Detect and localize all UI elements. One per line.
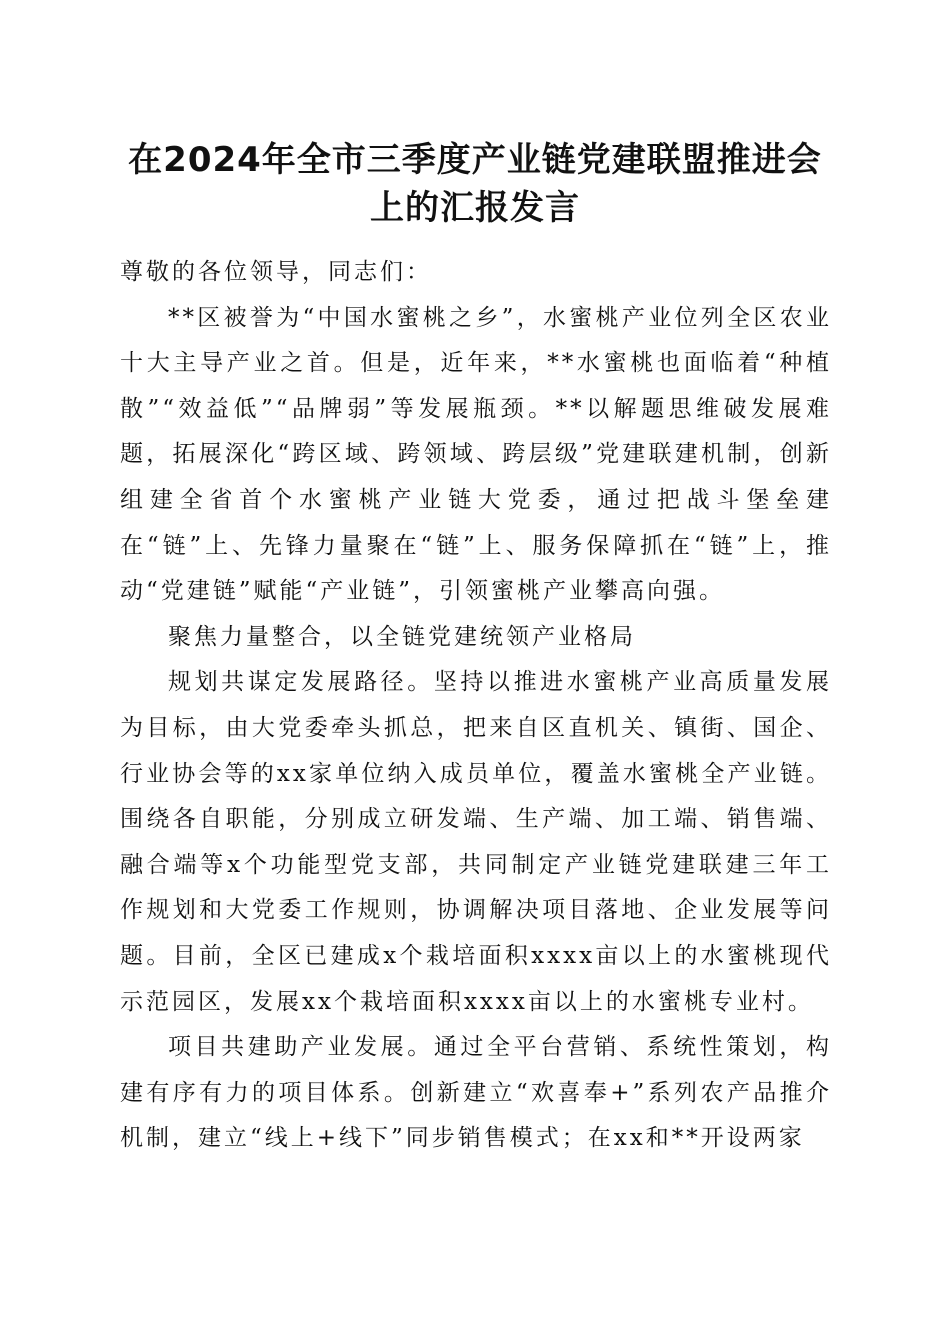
section-paragraph-1: 规划共谋定发展路径。坚持以推进水蜜桃产业高质量发展为目标，由大党委牵头抓总，把来自区直机关、镇街、国企、行业协会等的xx家单位纳入成员单位，覆盖水蜜桃全产业链。围绕各自职能，分别成立研发端、生产端、加工端、销售端、融合端等x个功能型党支部，共同制定产业链党建联建三年工作规划和大党委工作规则，协调解决项目落地、企业发展等问题。目前，全区已建成x个栽培面积xxxx亩以上的水蜜桃现代示范园区，发展xx个栽培面积xxxx亩以上的水蜜桃专业村。 xyxy=(120,669,832,1015)
document-title xyxy=(100,136,850,232)
title-line-1: 在2024年全市三季度产业链党建联盟推进会 xyxy=(128,140,822,180)
salutation: 尊敬的各位领导，同志们： xyxy=(120,259,432,285)
section-heading: 聚焦力量整合，以全链党建统领产业格局 xyxy=(168,623,636,650)
title-line-2: 上的汇报发言 xyxy=(370,188,580,228)
intro-paragraph: **区被誉为“中国水蜜桃之乡”，水蜜桃产业位列全区农业十大主导产业之首。但是，近年来，**水蜜桃也面临着“种植散”“效益低”“品牌弱”等发展瓶颈。**以解题思维破发展难题，拓展深化“跨区域、跨领域、跨层级”党建联建机制，创新组建全省首个水蜜桃产业链大党委，通过把战斗堡垒建在“链”上、先锋力量聚在“链”上、服务保障抓在“链”上，推动“党建链”赋能“产业链”，引领蜜桃产业攀高向强。 xyxy=(120,304,832,605)
section-paragraph-2: 项目共建助产业发展。通过全平台营销、系统性策划，构建有序有力的项目体系。创新建立“欢喜奉+”系列农产品推介机制，建立“线上+线下”同步销售模式；在xx和**开设两家 xyxy=(120,1034,832,1152)
document-body xyxy=(120,250,832,1162)
